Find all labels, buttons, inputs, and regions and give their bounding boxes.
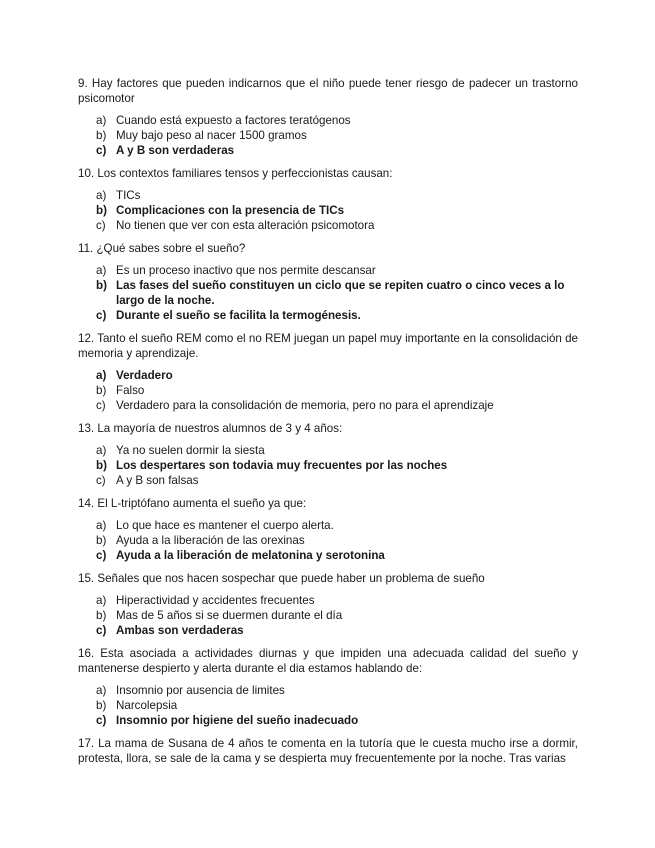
question-text: 11. ¿Qué sabes sobre el sueño? — [78, 242, 246, 255]
answer-option — [78, 398, 578, 413]
answer-option — [78, 383, 578, 398]
answer-options — [78, 113, 578, 158]
option-letter: c) — [96, 399, 106, 412]
document-page — [78, 76, 578, 774]
question-text: 10. Los contextos familiares tensos y perfeccionistas causan: — [78, 167, 393, 180]
answer-option — [78, 263, 578, 278]
option-letter: a) — [96, 189, 107, 202]
answer-option — [78, 368, 578, 383]
option-letter: b) — [96, 204, 107, 217]
option-text: Mas de 5 años si se duermen durante el día — [116, 609, 343, 622]
question-15 — [78, 571, 578, 638]
option-letter: b) — [96, 534, 107, 547]
answer-option — [78, 458, 578, 473]
answer-option — [78, 203, 578, 218]
question-10 — [78, 166, 578, 233]
option-text: TICs — [116, 189, 141, 202]
option-letter: b) — [96, 699, 107, 712]
option-text: Narcolepsia — [116, 699, 178, 712]
option-letter: c) — [96, 549, 107, 562]
question-text: 17. La mama de Susana de 4 años te comenta en la tutoría que le cuesta mucho irse a dormir, protesta, llora, se sale de la cama y se despierta muy frecuentemente por la noche. Tras varias — [78, 737, 578, 765]
option-text: Es un proceso inactivo que nos permite descansar — [116, 264, 376, 277]
option-text: Falso — [116, 384, 145, 397]
answer-option — [78, 473, 578, 488]
option-letter: a) — [96, 264, 107, 277]
option-letter: b) — [96, 384, 107, 397]
answer-options — [78, 593, 578, 638]
question-11 — [78, 241, 578, 323]
option-text: Complicaciones con la presencia de TICs — [116, 204, 345, 217]
question-9 — [78, 76, 578, 158]
option-letter: a) — [96, 114, 107, 127]
option-text: Hiperactividad y accidentes frecuentes — [116, 594, 315, 607]
option-letter: c) — [96, 219, 106, 232]
option-text: Cuando está expuesto a factores teratógenos — [116, 114, 351, 127]
option-letter: b) — [96, 609, 107, 622]
option-letter: c) — [96, 144, 107, 157]
option-text: No tienen que ver con esta alteración psicomotora — [116, 219, 375, 232]
question-14 — [78, 496, 578, 563]
answer-option — [78, 713, 578, 728]
option-letter: c) — [96, 309, 107, 322]
question-text: 9. Hay factores que pueden indicarnos que el niño puede tener riesgo de padecer un trastorno psicomotor — [78, 77, 578, 105]
option-text: Insomnio por ausencia de limites — [116, 684, 285, 697]
option-text: Las fases del sueño constituyen un ciclo que se repiten cuatro o cinco veces a lo largo de la noche. — [116, 279, 565, 307]
question-17 — [78, 736, 578, 766]
answer-option — [78, 278, 578, 308]
option-letter: b) — [96, 279, 107, 292]
answer-option — [78, 143, 578, 158]
option-letter: b) — [96, 459, 107, 472]
answer-option — [78, 593, 578, 608]
option-text: Ayuda a la liberación de melatonina y serotonina — [116, 549, 385, 562]
answer-options — [78, 443, 578, 488]
option-letter: a) — [96, 519, 107, 532]
answer-option — [78, 218, 578, 233]
answer-options — [78, 188, 578, 233]
question-text: 15. Señales que nos hacen sospechar que puede haber un problema de sueño — [78, 572, 485, 585]
answer-option — [78, 623, 578, 638]
option-text: A y B son verdaderas — [116, 144, 235, 157]
option-letter: a) — [96, 594, 107, 607]
answer-option — [78, 128, 578, 143]
answer-option — [78, 533, 578, 548]
option-text: Verdadero para la consolidación de memoria, pero no para el aprendizaje — [116, 399, 494, 412]
answer-option — [78, 683, 578, 698]
option-letter: c) — [96, 474, 106, 487]
option-text: Lo que hace es mantener el cuerpo alerta. — [116, 519, 334, 532]
option-text: Durante el sueño se facilita la termogénesis. — [116, 309, 361, 322]
option-text: Ambas son verdaderas — [116, 624, 244, 637]
option-text: Los despertares son todavia muy frecuentes por las noches — [116, 459, 448, 472]
question-text: 14. El L-triptófano aumenta el sueño ya que: — [78, 497, 307, 510]
option-text: Insomnio por higiene del sueño inadecuado — [116, 714, 359, 727]
answer-option — [78, 518, 578, 533]
option-letter: a) — [96, 444, 107, 457]
answer-option — [78, 698, 578, 713]
answer-options — [78, 518, 578, 563]
option-letter: b) — [96, 129, 107, 142]
option-letter: a) — [96, 369, 107, 382]
question-text: 12. Tanto el sueño REM como el no REM juegan un papel muy importante en la consolidación de memoria y aprendizaje. — [78, 332, 578, 360]
answer-option — [78, 608, 578, 623]
answer-options — [78, 368, 578, 413]
answer-options — [78, 683, 578, 728]
option-text: Muy bajo peso al nacer 1500 gramos — [116, 129, 307, 142]
option-text: Ya no suelen dormir la siesta — [116, 444, 265, 457]
answer-option — [78, 188, 578, 203]
option-letter: c) — [96, 714, 107, 727]
answer-option — [78, 548, 578, 563]
question-16 — [78, 646, 578, 728]
option-letter: c) — [96, 624, 107, 637]
option-letter: a) — [96, 684, 107, 697]
option-text: Verdadero — [116, 369, 173, 382]
answer-option — [78, 113, 578, 128]
answer-option — [78, 443, 578, 458]
question-text: 13. La mayoría de nuestros alumnos de 3 y 4 años: — [78, 422, 343, 435]
answer-option — [78, 308, 578, 323]
answer-options — [78, 263, 578, 323]
question-12 — [78, 331, 578, 413]
option-text: A y B son falsas — [116, 474, 199, 487]
option-text: Ayuda a la liberación de las orexinas — [116, 534, 305, 547]
question-text: 16. Esta asociada a actividades diurnas y que impiden una adecuada calidad del sueño y mantenerse despierto y alerta durante el dia estamos hablando de: — [78, 647, 578, 675]
question-13 — [78, 421, 578, 488]
